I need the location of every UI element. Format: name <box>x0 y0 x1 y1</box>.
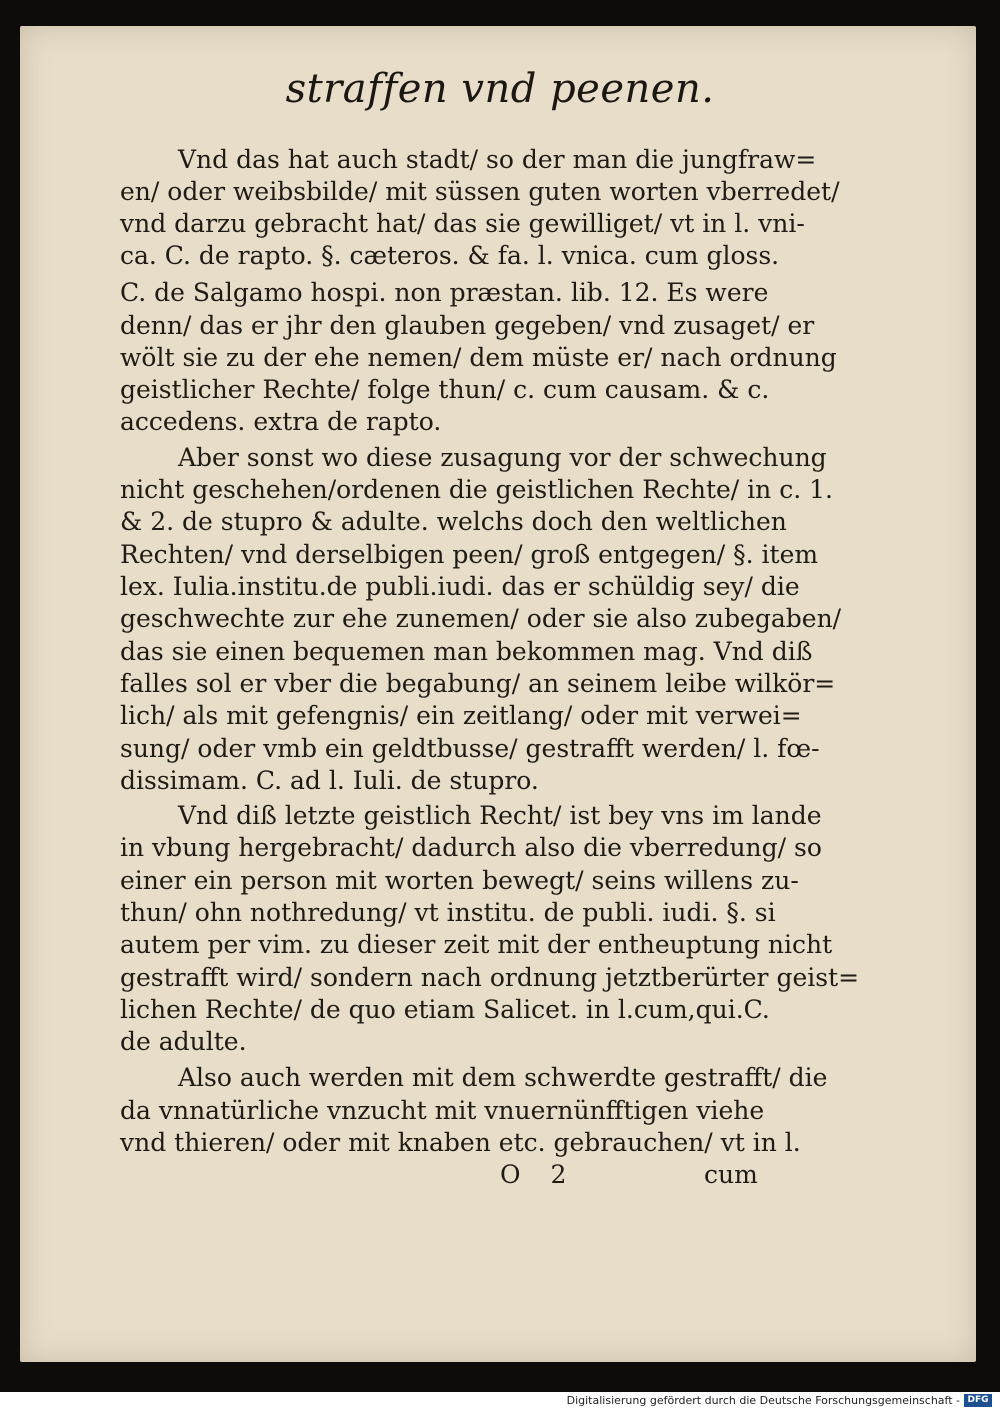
text-line: C. de Salgamo hospi. non præstan. lib. 12. Es were <box>120 278 769 307</box>
text-line: einer ein person mit worten bewegt/ seins willens zu- <box>120 866 799 895</box>
text-line: das sie einen bequemen man bekommen mag. Vnd diß <box>120 637 813 666</box>
text-line: de adulte. <box>120 1027 247 1056</box>
text-line: autem per vim. zu dieser zeit mit der entheuptung nicht <box>120 930 833 959</box>
text-line: wölt sie zu der ehe nemen/ dem müste er/ nach ordnung <box>120 343 837 372</box>
text-line: sung/ oder vmb ein geldtbusse/ gestrafft werden/ l. fœ- <box>120 734 820 763</box>
text-line: en/ oder weibsbilde/ mit süssen guten worten vberredet/ <box>120 177 840 206</box>
text-line: & 2. de stupro & adulte. welchs doch den weltlichen <box>120 507 787 536</box>
text-line: lich/ als mit gefengnis/ ein zeitlang/ oder mit verwei= <box>120 701 802 730</box>
catchword: cum <box>704 1160 758 1189</box>
text-line: vnd darzu gebracht hat/ das sie gewilliget/ vt in l. vni- <box>120 209 805 238</box>
running-title: straffen vnd peenen. <box>285 66 715 112</box>
text-line: geistlicher Rechte/ folge thun/ c. cum causam. & c. <box>120 375 770 404</box>
text-line: thun/ ohn nothredung/ vt institu. de publi. iudi. §. si <box>120 898 776 927</box>
text-line: accedens. extra de rapto. <box>120 407 442 436</box>
text-line: falles sol er vber die begabung/ an seinem leibe wilkör= <box>120 669 836 698</box>
footer-credit: Digitalisierung gefördert durch die Deutsche Forschungsgemeinschaft - <box>566 1394 960 1407</box>
text-line: Vnd das hat auch stadt/ so der man die jungfraw= <box>178 145 817 174</box>
text-line: ca. C. de rapto. §. cæteros. & fa. l. vnica. cum gloss. <box>120 241 780 270</box>
text-line: denn/ das er jhr den glauben gegeben/ vnd zusaget/ er <box>120 311 815 340</box>
text-line: vnd thieren/ oder mit knaben etc. gebrauchen/ vt in l. <box>120 1128 801 1157</box>
text-line: Vnd diß letzte geistlich Recht/ ist bey vns im lande <box>178 801 822 830</box>
text-line: Rechten/ vnd derselbigen peen/ groß entgegen/ §. item <box>120 540 819 569</box>
text-line: gestrafft wird/ sondern nach ordnung jetztberürter geist= <box>120 963 860 992</box>
dfg-logo: DFG <box>964 1394 992 1407</box>
text-line: da vnnatürliche vnzucht mit vnuernünfftigen viehe <box>120 1096 765 1125</box>
text-line: Aber sonst wo diese zusagung vor der schwechung <box>178 443 827 472</box>
text-line: lex. Iulia.institu.de publi.iudi. das er schüldig sey/ die <box>120 572 800 601</box>
signature-mark: O 2 <box>500 1160 567 1189</box>
text-line: nicht geschehen/ordenen die geistlichen Rechte/ in c. 1. <box>120 475 833 504</box>
text-line: lichen Rechte/ de quo etiam Salicet. in l.cum,qui.C. <box>120 995 770 1024</box>
text-line: Also auch werden mit dem schwerdte gestrafft/ die <box>178 1063 828 1092</box>
text-line: geschwechte zur ehe zunemen/ oder sie also zubegaben/ <box>120 604 842 633</box>
text-line: in vbung hergebracht/ dadurch also die vberredung/ so <box>120 833 822 862</box>
text-line: dissimam. C. ad l. Iuli. de stupro. <box>120 766 539 795</box>
